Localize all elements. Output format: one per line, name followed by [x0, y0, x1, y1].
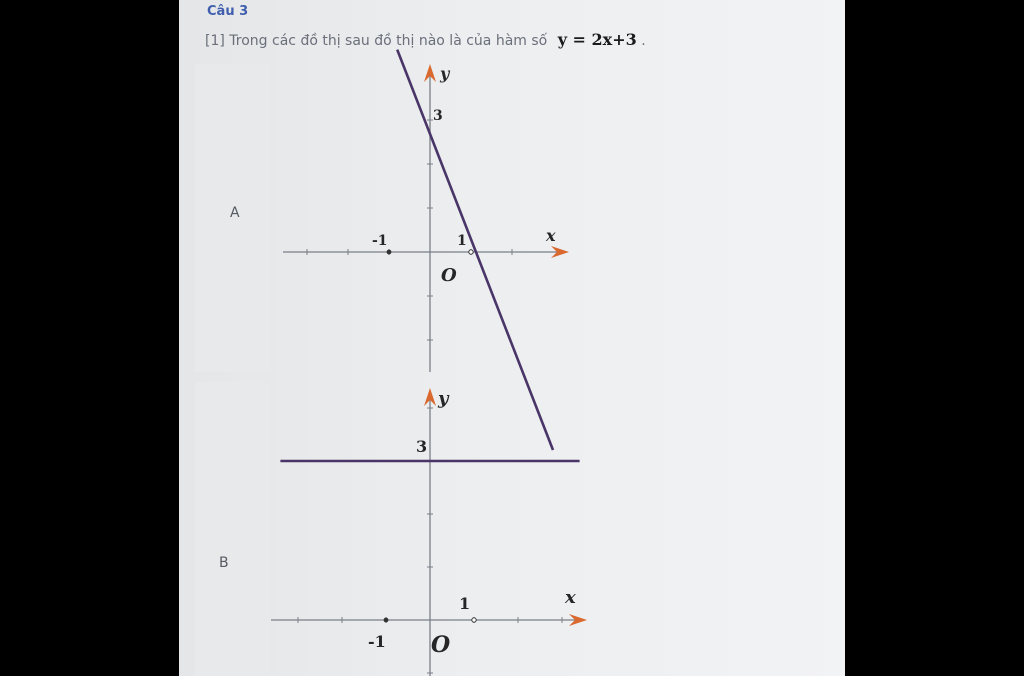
y-tick-label-3: 3	[416, 437, 428, 456]
x-tick-label-1: 1	[457, 233, 467, 249]
point-x-minus-1	[384, 618, 389, 623]
x-axis-label: x	[546, 226, 556, 245]
origin-label: O	[441, 265, 457, 286]
graph-a[interactable]	[283, 50, 569, 450]
question-body: Trong các đồ thị sau đồ thị nào là của hàm số	[229, 33, 548, 49]
y-axis-label: y	[438, 388, 449, 409]
point-x-minus-1	[387, 250, 392, 255]
origin-label: O	[431, 632, 451, 658]
y-tick-label-3: 3	[433, 108, 443, 124]
option-b-label[interactable]: B	[219, 555, 229, 571]
question-equation: y = 2x+3	[557, 30, 637, 49]
question-end: .	[641, 33, 646, 49]
question-page	[179, 0, 845, 676]
graph-b[interactable]	[271, 388, 587, 676]
graphs-svg	[179, 0, 845, 676]
x-axis-label: x	[565, 587, 576, 608]
y-axis-label: y	[440, 64, 450, 83]
option-a-label[interactable]: A	[230, 205, 240, 221]
function-line	[397, 50, 553, 450]
point-x-1	[469, 250, 473, 254]
question-title: Câu 3	[207, 4, 249, 19]
point-x-1	[472, 618, 476, 622]
x-tick-label-minus-1: -1	[368, 632, 386, 651]
question-prefix: [1]	[205, 33, 225, 49]
x-tick-label-1: 1	[459, 594, 471, 613]
x-tick-label-minus-1: -1	[372, 233, 388, 249]
